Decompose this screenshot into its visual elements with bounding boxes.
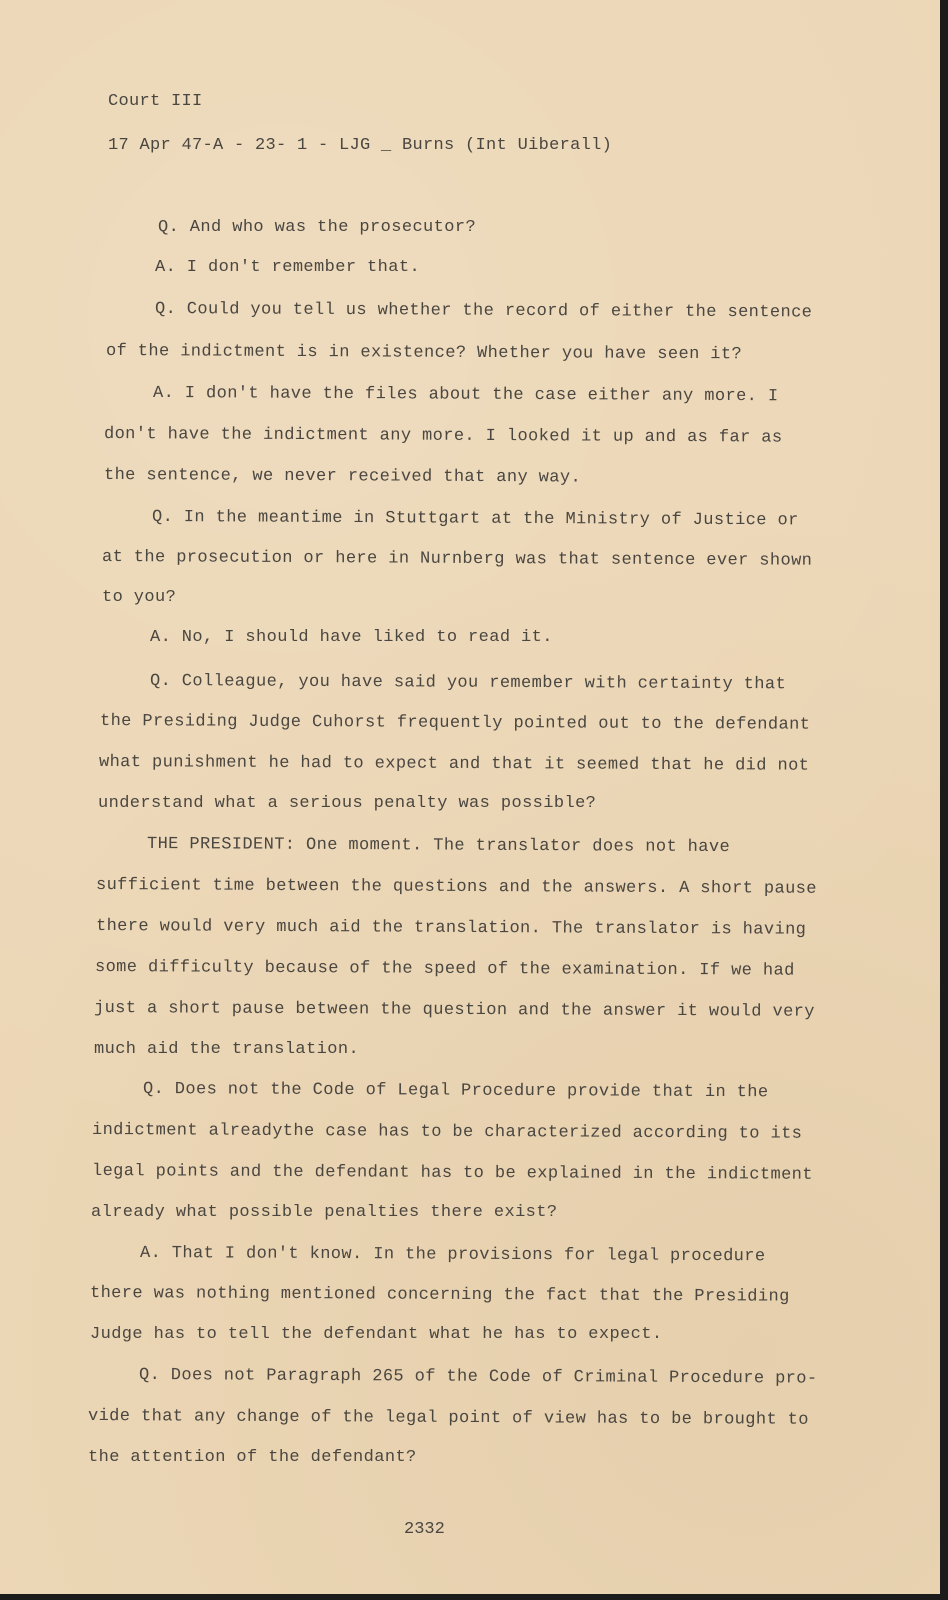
text-line: of the indictment is in existence? Whether you have seen it? — [105, 342, 743, 365]
text-line: just a short pause between the question and the answer it would very — [93, 999, 815, 1022]
text-line: A. That I don't know. In the provisions for legal procedure — [139, 1244, 766, 1267]
text-line: sufficient time between the questions and the answers. A short pause — [95, 876, 817, 899]
text-line: A. I don't remember that. — [155, 258, 421, 277]
court-heading: Court III — [108, 92, 203, 111]
text-line: what punishment he had to expect and that it seemed that he did not — [98, 753, 810, 776]
text-line: Q. Colleague, you have said you remember with certainty that — [149, 672, 787, 695]
text-line: already what possible penalties there exist? — [91, 1203, 558, 1222]
text-line: the sentence, we never received that any way. — [103, 466, 582, 488]
scan-border-bottom — [0, 1594, 948, 1600]
text-line: much aid the translation. — [94, 1040, 360, 1059]
text-line: Q. Could you tell us whether the record of either the sentence — [154, 300, 813, 323]
text-line: Q. In the meantime in Stuttgart at the Ministry of Justice or — [151, 508, 799, 531]
text-line: Q. And who was the prosecutor? — [158, 218, 477, 237]
text-line: don't have the indictment any more. I looked it up and as far as — [103, 425, 783, 448]
text-line: A. I don't have the files about the case either any more. I — [152, 384, 779, 407]
text-line: some difficulty because of the speed of the examination. If we had — [94, 958, 795, 981]
text-line: vide that any change of the legal point of view has to be brought to — [87, 1407, 809, 1430]
page-number: 2332 — [404, 1520, 445, 1539]
text-line: Judge has to tell the defendant what he has to expect. — [90, 1325, 663, 1344]
text-line: Q. Does not Paragraph 265 of the Code of Criminal Procedure pro- — [138, 1366, 818, 1389]
text-line: the attention of the defendant? — [88, 1448, 417, 1467]
text-line: at the prosecution or here in Nurnberg was that sentence ever shown — [101, 548, 813, 571]
text-line: there would very much aid the translation. The translator is having — [95, 917, 807, 940]
text-line: A. No, I should have liked to read it. — [150, 628, 553, 647]
scan-border-right — [940, 0, 948, 1600]
session-caption: 17 Apr 47-A - 23- 1 - LJG _ Burns (Int Uiberall) — [108, 136, 613, 155]
text-line: to you? — [102, 588, 177, 607]
text-line: understand what a serious penalty was possible? — [98, 794, 597, 813]
text-line: the Presiding Judge Cuhorst frequently pointed out to the defendant — [99, 712, 811, 735]
text-line: THE PRESIDENT: One moment. The translator does not have — [146, 835, 731, 858]
text-line: there was nothing mentioned concerning the fact that the Presiding — [89, 1284, 790, 1307]
text-line: Q. Does not the Code of Legal Procedure provide that in the — [142, 1080, 769, 1103]
text-line: indictment alreadythe case has to be characterized according to its — [91, 1121, 803, 1144]
text-line: legal points and the defendant has to be explained in the indictment — [91, 1162, 813, 1185]
